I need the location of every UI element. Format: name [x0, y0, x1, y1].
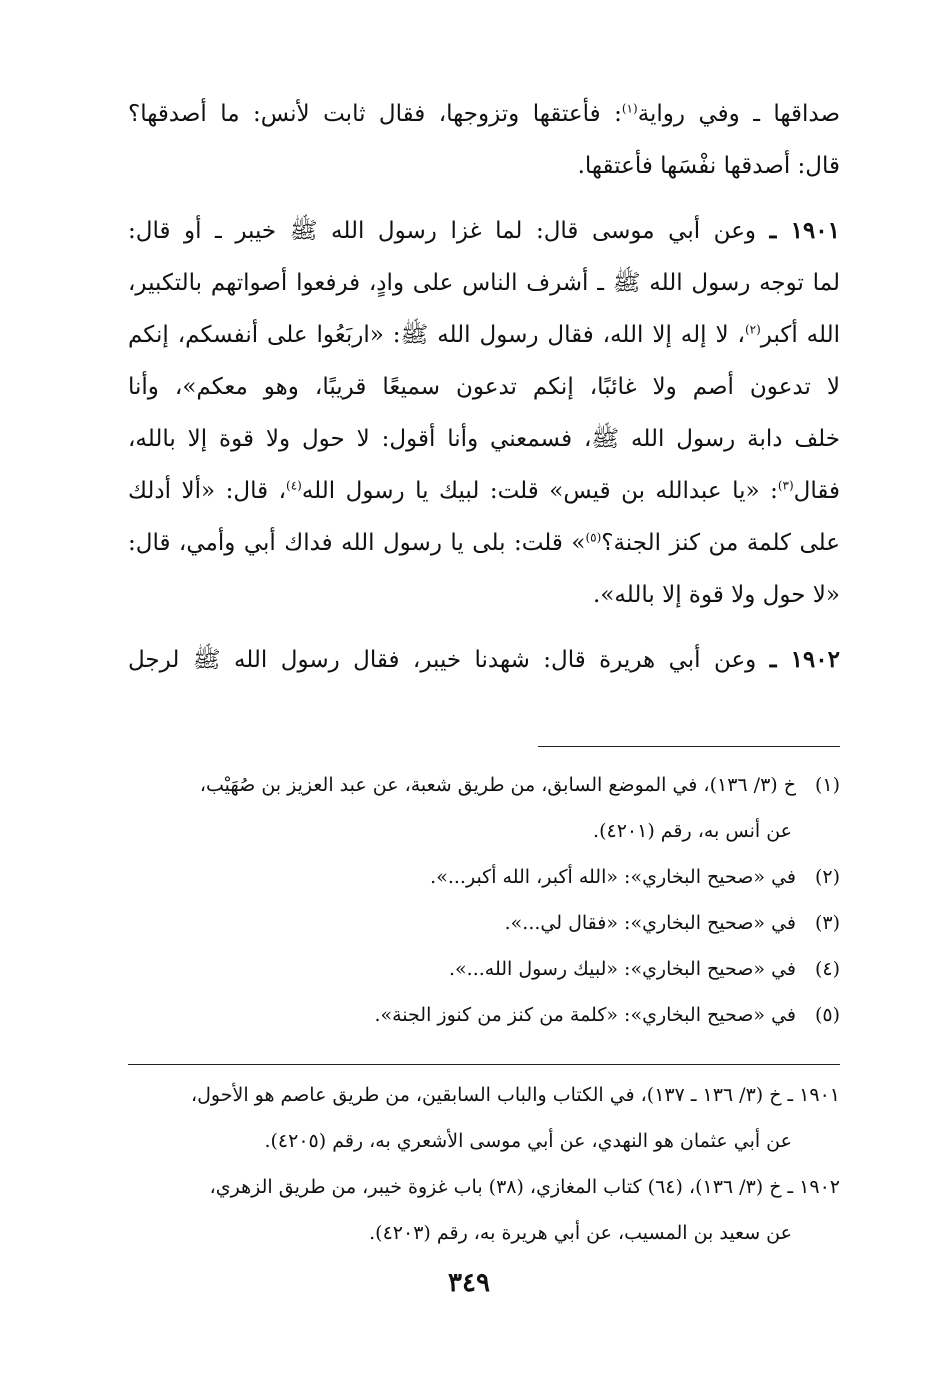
page-number: ٣٤٩	[448, 1268, 490, 1298]
footnote-item: (١)خ (٣/ ١٣٦)، في الموضع السابق، من طريق شعبة، عن عبد العزيز بن صُهَيْب،	[199, 774, 840, 796]
footnote-item: (٤)في «صحيح البخاري»: «لبيك رسول الله...».	[448, 958, 840, 980]
footnote-ref: (٤)	[286, 478, 302, 493]
footnote-ref: (١)	[621, 101, 638, 116]
hadith-1901-start: ١٩٠١ ـ وعن أبي موسى قال: لما غزا رسول الله ﷺ خيبر ـ أو قال:	[128, 217, 840, 244]
main-text	[128, 88, 840, 686]
footnotes	[128, 762, 840, 1038]
text-line: صداقها ـ وفي رواية$^{(١)}$: فأعتقها وتزوجها، فقال ثابت لأنس: ما أصدقها؟	[128, 101, 840, 127]
footnote-ref: (٥)	[585, 530, 602, 545]
text-line: فقال$^{(٣)}$: «يا عبدالله بن قيس» قلت: لبيك يا رسول الله$^{(٤)}$، قال: «ألا أدلك	[128, 478, 841, 504]
text-line: خلف دابة رسول الله ﷺ، فسمعني وأنا أقول: لا حول ولا قوة إلا بالله،	[128, 426, 840, 452]
footnote-item: (٥)في «صحيح البخاري»: «كلمة من كنز من كنوز الجنة».	[374, 1004, 840, 1026]
footnote-ref: (٣)	[777, 478, 794, 493]
text-line: الله أكبر$^{(٢)}$، لا إله إلا الله، فقال رسول الله ﷺ: «اربَعُوا على أنفسكم، إنكم	[128, 322, 841, 348]
text-line: على كلمة من كنز الجنة؟$^{(٥)}$» قلت: بلى يا رسول الله فداك أبي وأمي، قال:	[128, 530, 840, 556]
footnote-ref: (٢)	[744, 322, 761, 337]
source-notes	[128, 1072, 840, 1256]
text-line: قال: أصدقها نفْسَها فأعتقها.	[577, 153, 840, 179]
footnote-item: عن أنس به، رقم (٤٢٠١).	[593, 820, 792, 842]
source-item: ١٩٠١ ـ خ (٣/ ١٣٦ ـ ١٣٧)، في الكتاب والباب السابقين، من طريق عاصم هو الأحول،	[191, 1084, 840, 1106]
hadith-number: ١٩٠٢ ـ	[769, 646, 840, 673]
source-item: عن أبي عثمان هو النهدي، عن أبي موسى الأشعري به، رقم (٤٢٠٥).	[264, 1130, 792, 1152]
footnote-divider	[538, 746, 840, 747]
text-line: «لا حول ولا قوة إلا بالله».	[593, 582, 840, 608]
hadith-number: ١٩٠١ ـ	[769, 217, 840, 244]
text-line: لما توجه رسول الله ﷺ ـ أشرف الناس على وادٍ، فرفعوا أصواتهم بالتكبير،	[128, 270, 840, 296]
sources-divider	[128, 1064, 840, 1065]
footnote-item: (٣)في «صحيح البخاري»: «فقال لي...».	[504, 912, 840, 934]
source-item: ١٩٠٢ ـ خ (٣/ ١٣٦)، (٦٤) كتاب المغازي، (٣٨) باب غزوة خيبر، من طريق الزهري،	[209, 1176, 840, 1198]
source-item: عن سعيد بن المسيب، عن أبي هريرة به، رقم (٤٢٠٣).	[369, 1222, 792, 1244]
footnote-item: (٢)في «صحيح البخاري»: «الله أكبر، الله أكبر...».	[430, 866, 840, 888]
hadith-1902-start: ١٩٠٢ ـ وعن أبي هريرة قال: شهدنا خيبر، فقال رسول الله ﷺ لرجل	[128, 646, 840, 673]
text-line: لا تدعون أصم ولا غائبًا، إنكم تدعون سميعًا قريبًا، وهو معكم»، وأنا	[128, 374, 840, 400]
